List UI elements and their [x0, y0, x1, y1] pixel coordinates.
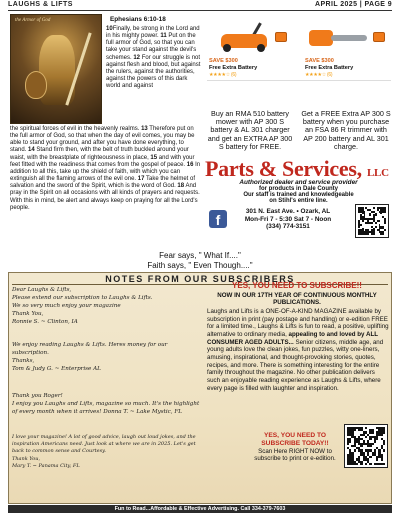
qr-module [360, 445, 362, 447]
qr-module [381, 458, 383, 460]
letter-mary: I love your magazine! A lot of good advice, laugh out loud jokes, and the inspiration Americans need. Just look at where we are in 2025. Let's get back to common sense and Courtesy. Thank You, Mary T. ~ Panama City, FL [12, 434, 196, 469]
qr-module [349, 440, 351, 442]
qr-module [383, 431, 385, 433]
address-line: 301 N. East Ave. • Ozark, AL [245, 208, 331, 215]
verse-text: Take the helmet of salvation and the sword of the Spirit, which is the word of God. [10, 176, 196, 190]
free-battery-label: Free Extra Battery [209, 65, 258, 71]
letter-ronnie: Dear Laughs & Lifts, Please extend our subscription to Laughs & Lifts. We so very much enjoy your magazine Thank You, Ronnie S. ~ Clinton, IA [12, 287, 153, 326]
product-trimmer [303, 14, 391, 102]
mower-offer: Buy an RMA 510 battery mower with AP 300 S battery & AL 301 charger and get an EXTRA AP 300 S battery for FREE. [207, 109, 293, 151]
free-battery-label: Free Extra Battery [305, 65, 354, 71]
qr-module [347, 443, 349, 445]
qr-module [369, 445, 371, 447]
scripture-text-narrow [106, 26, 202, 90]
qr-module [376, 438, 378, 440]
letter-donna: Thank you Roger! I enjoy you Laughs and Lifts, magazine so much. It's the highlight of every month when it arrives! Donna T. ~ Lake Mystic, FL [12, 393, 200, 416]
qr-module [365, 427, 367, 429]
qr-module [354, 449, 356, 451]
qr-module [375, 226, 377, 228]
save-label: SAVE $300 [305, 58, 334, 64]
brand-suffix: LLC [367, 167, 389, 179]
verse-text: In addition to all this, take up the shield of faith, with which you can extinguish all the flaming arrows of the evil one. [10, 161, 201, 183]
letter-tom-judy: We enjoy reading Laughs & Lifts. Heres money for our subscription. Thanks, Tom & Judy G. ~ Enterprise AL [12, 342, 168, 373]
trimmer-offer: Get a FREE Extra AP 300 S battery when you purchase an FSA 86 R trimmer with AP 200 battery and AL 301 charge. [301, 109, 391, 151]
subscribe-qr-code-icon[interactable] [344, 424, 388, 468]
hours-line: Mon-Fri 7 - 5:30 Sat 7 - Noon [244, 215, 332, 223]
verse-text: And pray in the Spirit on all occasions with all kinds of prayers and requests. With this in mind, be alert and always keep on praying for all the Lord's people. [10, 183, 200, 211]
verse-number: 12 [133, 54, 141, 61]
verse-number: 18 [177, 183, 185, 190]
verse-text: Stand firm then, with the belt of truth buckled around your waist, with the breastplate of righteousness in place, [10, 147, 189, 161]
verse-text: Put on the full armor of God, so that you can take your stand against the devil's schemes. [106, 33, 197, 61]
qr-module [381, 434, 383, 436]
quote-faith: Faith says, " Even Though...." [147, 261, 253, 270]
qr-module [384, 229, 386, 231]
battery-icon [275, 32, 287, 42]
verse-number: 17 [137, 176, 145, 183]
qr-module [369, 214, 371, 216]
verse-text: For our struggle is not against flesh and blood, but against the rulers, against the authorities, against the powers of this dark world and against [106, 54, 201, 90]
qr-module [380, 213, 382, 215]
qr-module [383, 443, 385, 445]
facebook-icon[interactable]: f [209, 210, 227, 228]
qr-module [360, 224, 362, 226]
verse-number: 11 [160, 33, 167, 40]
qr-module [375, 214, 377, 216]
battery-icon [373, 32, 385, 42]
verse-text: and with your feet fitted with the readiness that comes from the gospel of peace. [10, 154, 195, 168]
qr-module [371, 222, 373, 224]
quote-fear: Fear says, " What If...." [159, 251, 241, 260]
verse-number: 15 [150, 154, 158, 161]
qr-module [372, 443, 374, 445]
qr-module [369, 456, 371, 458]
verse-number: 13 [141, 126, 148, 132]
page-header [8, 0, 392, 12]
trimmer-icon [309, 24, 371, 48]
scripture-reference: Ephesians 6:10-18 [110, 16, 166, 23]
notes-title: NOTES FROM OUR SUBSCRIBERS [105, 274, 295, 284]
subscribe-headline: YES, YOU NEED TO SUBSCRIBE!! [232, 281, 362, 290]
scan-instructions: Scan Here RIGHT NOW to subscribe to print or e-edition. [254, 448, 336, 463]
qr-module [369, 463, 371, 465]
qr-module [365, 463, 367, 465]
section-title: LAUGHS & LIFTS [8, 1, 73, 8]
qr-module [379, 220, 381, 222]
verse-number: 14 [28, 147, 35, 154]
qr-code-icon[interactable] [355, 204, 389, 238]
qr-module [369, 438, 371, 440]
dealer-area: for products in Dale County [258, 186, 338, 192]
issue-label: APRIL 2025 | PAGE 9 [315, 1, 392, 8]
qr-module [384, 222, 386, 224]
header-rule [8, 10, 392, 11]
phone-line: (334) 774-3151 [266, 223, 310, 231]
verse-number: 16 [186, 161, 194, 168]
dealer-staff: Our staff is trained and knowledgeable [243, 192, 354, 198]
qr-module [367, 233, 369, 235]
image-caption: the Armor of God [15, 18, 51, 23]
qr-module [373, 207, 375, 209]
verse-text: Finally, be strong in the Lord and in his mighty power. [106, 26, 200, 40]
rating-stars: ★★★★☆ (6) [209, 72, 237, 78]
dealer-tagline: Authorized dealer and service provider [239, 179, 358, 186]
qr-module [384, 211, 386, 213]
qr-module [354, 429, 356, 431]
dealer-line: on Stihl's entire line. [269, 198, 328, 204]
qr-module [360, 463, 362, 465]
publication-years: NOW IN OUR 17TH YEAR OF CONTINUOUS MONTHLY PUBLICATIONS. [217, 292, 377, 307]
qr-module [372, 431, 374, 433]
promo-body: Laughs and Lifts is a ONE-OF-A-KIND MAGAZINE available by subscription in print (pay postage and handling) or e-edition FREE for a limited time., Laughs & Lifts is fun to read, a positive, uplifting alternative to ordinary media, appealing to and loved by ALL CONSUMER AGED ADULTS... Senior citizens, middle age, and young adults love the clean jokes, fun puzzles, witty one-liners, amusing, inspirational, and thought-provoking stories, quotes, recipes, and more. There is something interesting for the entire family throughout the magazine. No other publication delivers such an enjoyable reading experience as Laughs & Lifts, where every page is filled with laughter and inspiration. [207, 308, 389, 392]
mower-icon [215, 22, 273, 50]
qr-module [382, 233, 384, 235]
verse-number: 10 [106, 26, 113, 32]
qr-module [356, 463, 358, 465]
parts-services-ad [205, 14, 392, 242]
footer-text: Fun to Read...Affordable & Effective Advertising. Call 334-379-7603 [114, 506, 286, 512]
verse-text: Therefore put on the full armor of God, so that when the day of evil comes, you may be able to stand your ground, and after you have done everything, to stand. [10, 126, 195, 154]
verse-text: the spiritual forces of evil in the heavenly realms. [10, 126, 142, 132]
qr-module [376, 458, 378, 460]
qr-module [383, 463, 385, 465]
qr-module [383, 449, 385, 451]
rating-stars: ★★★★☆ (6) [305, 72, 333, 78]
product-divider [207, 80, 391, 81]
brand-name: Parts & Services, [205, 156, 362, 181]
qr-module [365, 436, 367, 438]
qr-module [375, 222, 377, 224]
qr-module [373, 233, 375, 235]
qr-module [362, 220, 364, 222]
save-label: SAVE $300 [209, 58, 238, 64]
subscribe-cta: YES, YOU NEED TO SUBSCRIBE TODAY!! [261, 432, 329, 447]
dealer-address [233, 208, 343, 231]
scripture-text-wide [10, 126, 201, 212]
qr-module [374, 440, 376, 442]
shield-icon [25, 71, 47, 99]
product-mower [207, 14, 295, 102]
armor-of-god-image [10, 14, 102, 124]
qr-module [358, 226, 360, 228]
